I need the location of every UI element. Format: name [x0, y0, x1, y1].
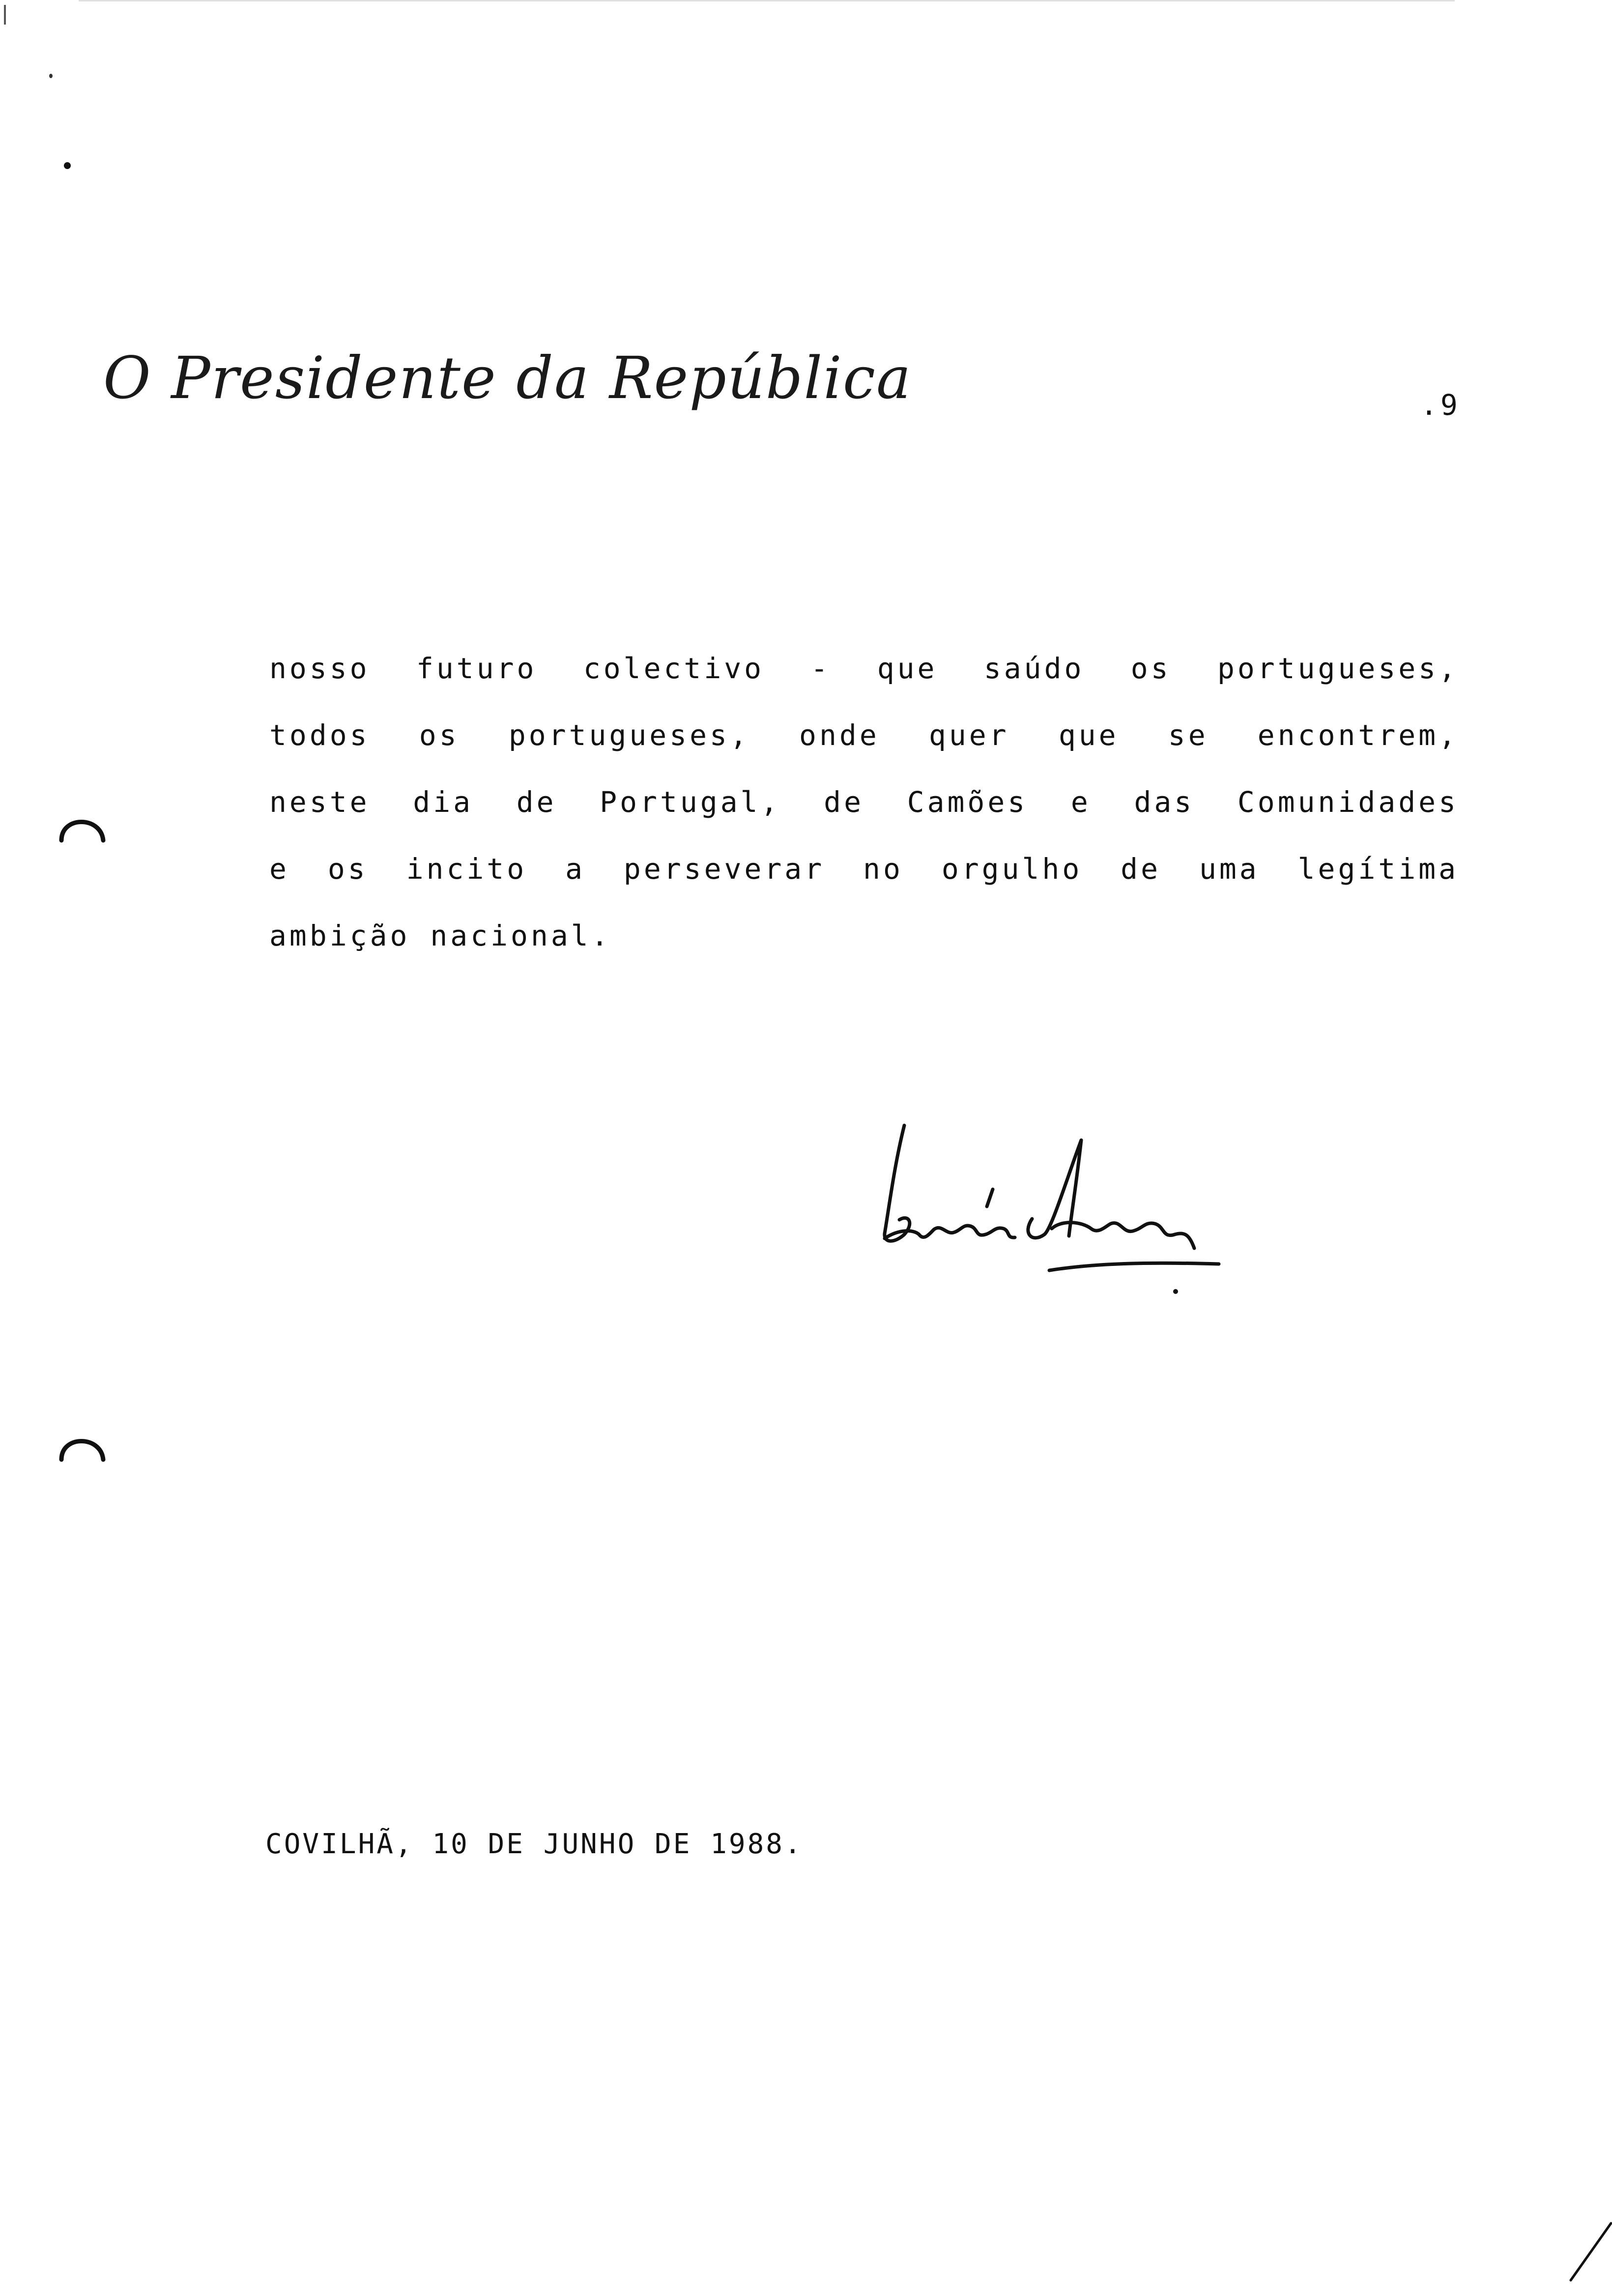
- body-paragraph: [269, 644, 1459, 978]
- body-line: nosso futuro colectivo - que saúdo os portugueses,: [269, 652, 1459, 685]
- corner-fold-mark: [1568, 2221, 1612, 2296]
- punch-hole-mark: [57, 1425, 111, 1479]
- edge-mark: [4, 5, 6, 25]
- place-and-date: COVILHÃ, 10 DE JUNHO DE 1988.: [265, 1828, 803, 1860]
- top-edge-shadow: [79, 0, 1455, 1]
- body-line: e os incito a perseverar no orgulho de uma legítima: [269, 852, 1459, 886]
- body-line: neste dia de Portugal, de Camões e das Comunidades: [269, 785, 1459, 819]
- punch-hole-mark: [57, 806, 111, 860]
- speck-mark: [49, 74, 53, 78]
- page-number: .9: [1420, 388, 1461, 422]
- body-line: todos os portugueses, onde quer que se encontrem,: [269, 718, 1459, 752]
- body-line: ambição nacional.: [269, 919, 611, 952]
- speck-mark: [64, 162, 71, 169]
- letterhead: O Presidente da República: [103, 344, 912, 412]
- signature: [875, 1106, 1229, 1312]
